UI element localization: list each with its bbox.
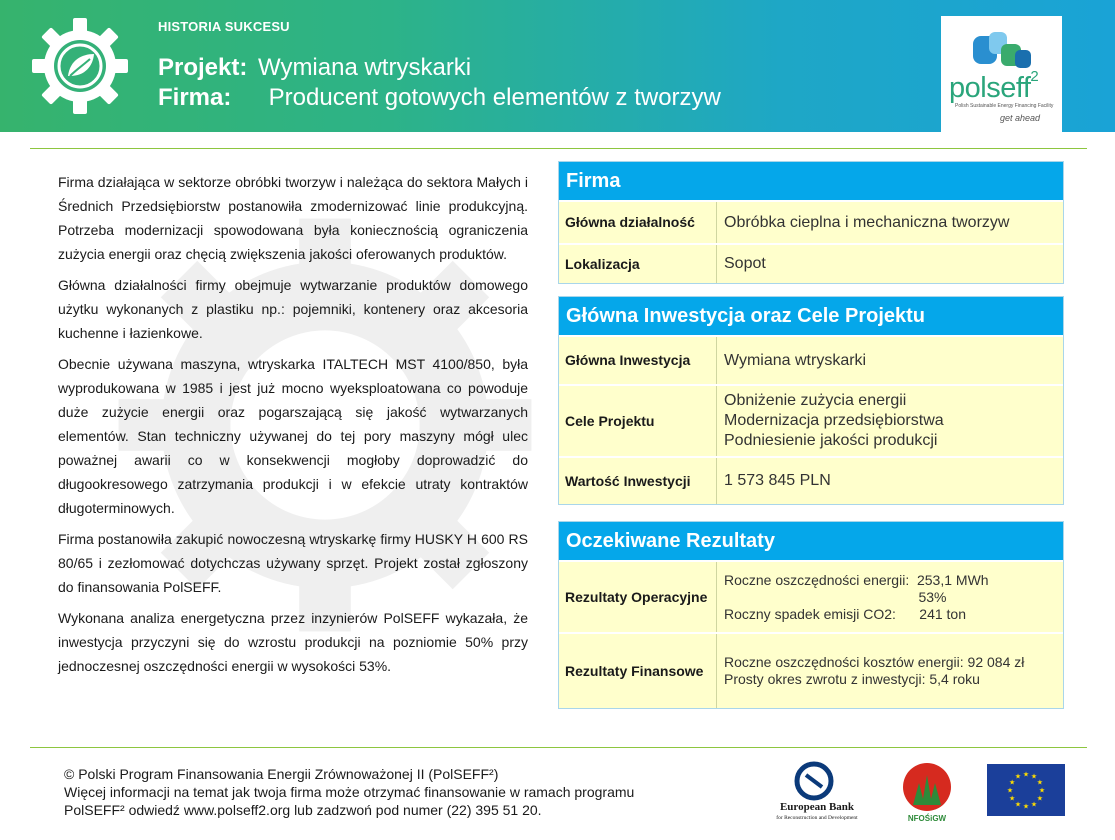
eu-star: ★	[1014, 801, 1022, 809]
table-row	[559, 632, 1063, 708]
table-row	[559, 384, 1063, 456]
goal-item: Podniesienie jakości produkcji	[724, 432, 938, 449]
row-label: Wartość Inwestycji	[559, 458, 717, 504]
eu-star: ★	[1030, 773, 1038, 781]
results-table	[558, 521, 1064, 709]
logo-subtitle: Polish Sustainable Energy Financing Facility	[955, 103, 1054, 109]
result-line: 53%	[724, 588, 947, 605]
project-label: Projekt:	[158, 54, 248, 81]
investment-table	[558, 296, 1064, 505]
story-body	[58, 170, 528, 685]
paragraph: Obecnie używana maszyna, wtryskarka ITALTECH MST 4100/850, była wyprodukowana w 1985 i jest już mocno wyeksploatowana co powoduje duże zużycie energii oraz pogarszającą się jakość wytwarzanych elementów. Stan techniczny używanej do tej pory maszyny mógł ulec poważnej awarii co w konsekwencji mogłoby doprowadzić do długookresowego zatrzymania produkcji i w efekcie utraty kontraktów długoterminowych.	[58, 356, 528, 516]
header-banner	[0, 0, 1115, 132]
project-line	[158, 54, 471, 82]
eu-star: ★	[1036, 795, 1043, 803]
firm-line	[158, 84, 721, 112]
row-label: Rezultaty Operacyjne	[559, 562, 717, 632]
logo-word: polseff$^2$	[949, 68, 1039, 104]
firm-value: Producent gotowych elementów z tworzyw	[268, 84, 721, 111]
ebrd-logo	[758, 761, 876, 827]
financial-results	[717, 634, 1063, 708]
eu-star: ★	[1030, 801, 1038, 809]
paragraph: Firma postanowiła zakupić nowoczesną wtryskarkę firmy HUSKY H 600 RS 80/65 i zezłomować dotychczas używany sprzęt. Projekt został zgłoszony do finansowania PolSEFF.	[58, 531, 528, 595]
firma-table	[558, 161, 1064, 284]
ebrd-name: European Bank	[779, 801, 855, 813]
firma-table-title: Firma	[559, 162, 1063, 200]
row-value: Wymiana wtryskarki	[724, 351, 867, 369]
nfosigw-logo	[897, 761, 957, 827]
project-value: Wymiana wtryskarki	[258, 54, 472, 81]
paragraph: Wykonana analiza energetyczna przez inzynierów PolSEFF wykazała, że inwestycja przyczyni się do wzrostu produkcji na pozniomie 50% przy jednoczesnej oszczędności energii w wysokości 53%.	[58, 610, 528, 674]
row-label: Rezultaty Finansowe	[559, 634, 717, 708]
bottom-divider	[30, 747, 1087, 748]
top-divider	[30, 148, 1087, 149]
eu-flag	[987, 764, 1065, 816]
logo-tagline: get ahead	[999, 113, 1040, 123]
ebrd-emblem-icon	[794, 761, 834, 801]
footer-line: © Polski Program Finansowania Energii Zrównoważonej II (PolSEFF²)	[64, 766, 499, 782]
investment-table-title: Główna Inwestycja oraz Cele Projektu	[559, 297, 1063, 335]
eu-star: ★	[1006, 787, 1014, 795]
goal-item: Modernizacja przedsiębiorstwa	[724, 412, 944, 429]
result-line: Roczne oszczędności kosztów energii: 92 084 zł	[724, 654, 1025, 670]
paragraph: Firma działająca w sektorze obróbki tworzyw i należąca do sektora Małych i Średnich Przedsiębiorstw postanowiła zmodernizować linie produkcyjną. Potrzeba modernizacji spowodowana była koniecznością ograniczenia zużycia energii oraz chęcią zwiększenia jakości oferowanych produktów.	[58, 174, 528, 262]
footer-line: PolSEFF² odwiedź www.polseff2.org lub zadzwoń pod numer (22) 395 51 20.	[64, 802, 542, 818]
row-value: Sopot	[724, 255, 766, 272]
ebrd-subtitle: for Reconstruction and Development	[776, 815, 858, 821]
row-label: Główna Inwestycja	[559, 337, 717, 384]
table-row	[559, 335, 1063, 384]
footer-text	[64, 765, 634, 819]
row-label: Główna działalność	[559, 202, 717, 243]
eu-star: ★	[1038, 787, 1046, 795]
goal-item: Obniżenie zużycia energii	[724, 392, 907, 409]
result-line: Prosty okres zwrotu z inwestycji: 5,4 roku	[724, 671, 980, 687]
eu-star: ★	[1009, 795, 1016, 803]
results-table-title: Oczekiwane Rezultaty	[559, 522, 1063, 560]
row-label: Cele Projektu	[559, 386, 717, 456]
goals-list	[717, 386, 1063, 456]
eu-star: ★	[1014, 773, 1022, 781]
eu-star: ★	[1022, 771, 1030, 779]
footer-line: Więcej informacji na temat jak twoja firma może otrzymać finansowanie w ramach programu	[64, 784, 635, 800]
row-label: Lokalizacja	[559, 245, 717, 283]
result-line: Roczny spadek emisji CO2: 241 ton	[724, 605, 966, 622]
operational-results	[717, 562, 1063, 632]
paragraph: Główna działalności firmy obejmuje wytwarzanie produktów domowego użytku wykonanych z plastiku np.: pojemniki, kontenery oraz akcesoria kuchenne i łazienkowe.	[58, 277, 528, 341]
eu-star: ★	[1022, 803, 1030, 811]
story-kicker: HISTORIA SUKCESU	[158, 19, 290, 34]
eu-stars-icon	[987, 764, 1065, 816]
table-row	[559, 560, 1063, 632]
nfosigw-name: NFOŚiGW	[907, 814, 947, 823]
gear-leaf-icon	[30, 16, 130, 116]
table-row	[559, 200, 1063, 243]
logo-blocks-icon	[971, 30, 1033, 74]
polseff-logo	[941, 16, 1062, 132]
table-row	[559, 456, 1063, 504]
row-value: 1 573 845 PLN	[724, 472, 831, 489]
eu-star: ★	[1036, 779, 1043, 787]
nfosigw-emblem-icon	[897, 761, 957, 813]
result-line: Roczne oszczędności energii: 253,1 MWh	[724, 571, 989, 588]
eu-star: ★	[1009, 779, 1016, 787]
firm-label: Firma:	[158, 84, 232, 111]
row-value: Obróbka cieplna i mechaniczna tworzyw	[724, 213, 1010, 231]
table-row	[559, 243, 1063, 283]
